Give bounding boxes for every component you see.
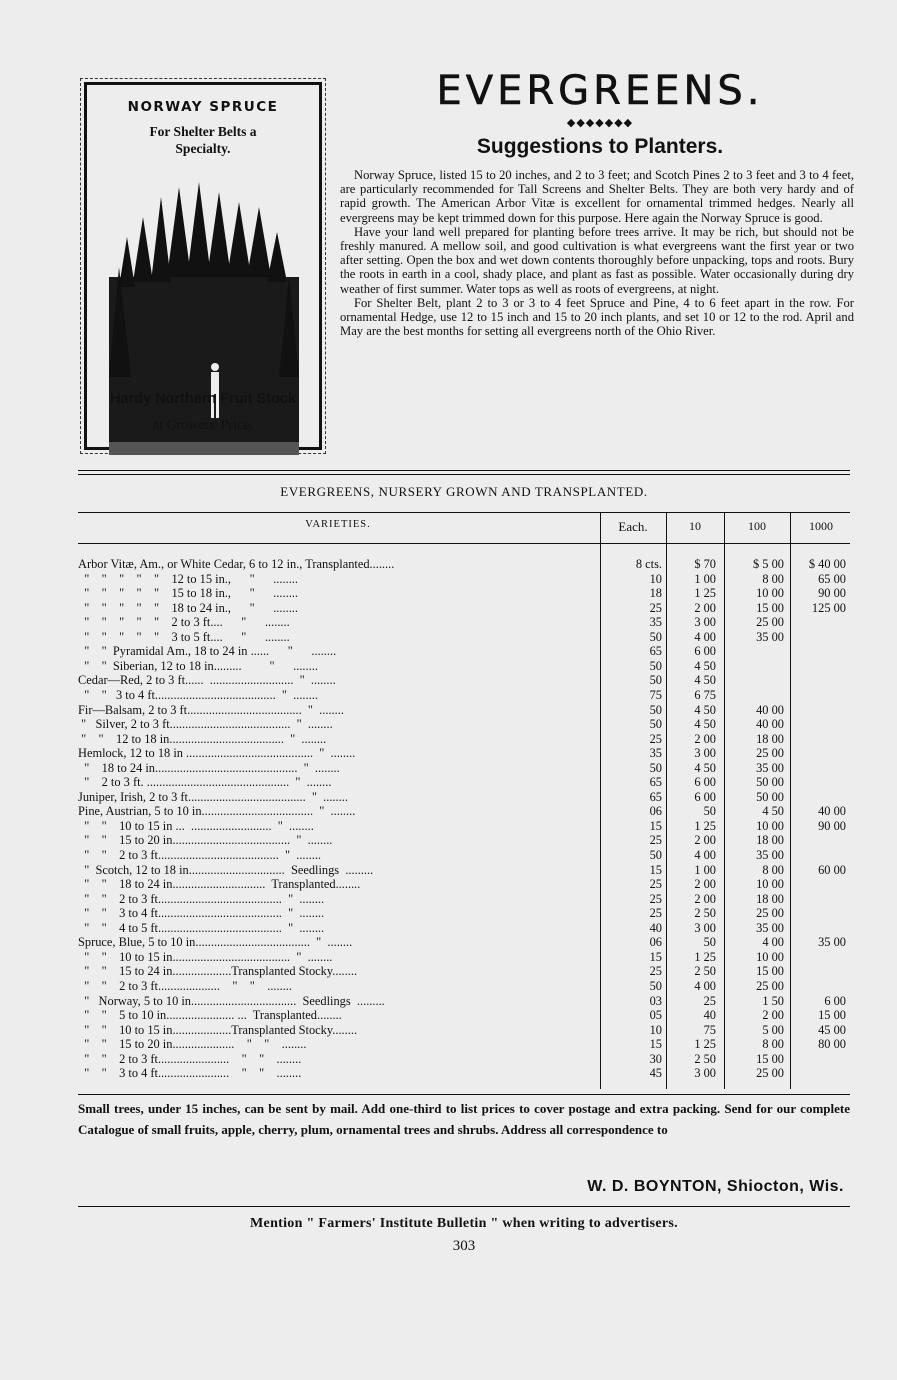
price-ten: 50 bbox=[703, 804, 716, 819]
price-ten: 6 00 bbox=[694, 775, 716, 790]
variety-name: Pine, Austrian, 5 to 10 in.................................... " ........ bbox=[78, 804, 356, 819]
price-thousand: 60 00 bbox=[818, 862, 846, 877]
variety-name: Cedar—Red, 2 to 3 ft...... ........................... " ........ bbox=[78, 673, 336, 688]
variety-name: " " Pyramidal Am., 18 to 24 in ...... " ........ bbox=[78, 644, 337, 659]
price-ten: 2 00 bbox=[694, 731, 716, 746]
variety-name: " " 4 to 5 ft........................................ " ........ bbox=[78, 920, 325, 935]
header-thousand: 1000 bbox=[809, 519, 833, 533]
price-ten: 1 00 bbox=[694, 862, 716, 877]
table-row bbox=[78, 819, 850, 834]
price-each: 25 bbox=[649, 600, 662, 615]
table-row bbox=[78, 979, 850, 994]
table-header bbox=[78, 512, 850, 542]
price-each: 25 bbox=[649, 833, 662, 848]
price-ten: 1 25 bbox=[694, 1037, 716, 1052]
price-ten: 6 75 bbox=[694, 688, 716, 702]
table-row bbox=[78, 863, 850, 878]
table-row bbox=[78, 732, 850, 747]
table-row bbox=[78, 877, 850, 892]
price-thousand: $ 40 00 bbox=[808, 557, 846, 571]
ad-subtitle-line1: For Shelter Belts a bbox=[149, 124, 257, 139]
price-ten: 2 00 bbox=[694, 833, 716, 848]
price-hundred: 8 00 bbox=[762, 571, 784, 586]
price-each: 50 bbox=[649, 658, 662, 673]
price-each: 25 bbox=[649, 964, 662, 979]
price-hundred: 15 00 bbox=[756, 1051, 784, 1066]
price-ten: 2 50 bbox=[694, 964, 716, 979]
price-each: 03 bbox=[649, 993, 662, 1008]
price-hundred: 25 00 bbox=[756, 746, 784, 761]
signature: W. D. BOYNTON, Shiocton, Wis. bbox=[587, 1178, 844, 1195]
price-ten: 2 50 bbox=[694, 906, 716, 921]
table-row bbox=[78, 659, 850, 674]
table-row bbox=[78, 1023, 850, 1038]
price-ten: 1 25 bbox=[694, 818, 716, 833]
price-hundred: 50 00 bbox=[756, 789, 784, 804]
table-row bbox=[78, 833, 850, 848]
price-hundred: 15 00 bbox=[756, 964, 784, 979]
table-row bbox=[78, 572, 850, 587]
price-each: 10 bbox=[649, 1022, 662, 1037]
price-each: 25 bbox=[649, 891, 662, 906]
variety-name: Hemlock, 12 to 18 in ......................................... " ........ bbox=[78, 746, 356, 761]
price-ten: 40 bbox=[703, 1008, 716, 1023]
price-hundred: 8 00 bbox=[762, 1037, 784, 1052]
variety-name: " " 3 to 4 ft....................... " " ........ bbox=[78, 1066, 302, 1081]
price-each: 35 bbox=[649, 615, 662, 630]
variety-name: " Scotch, 12 to 18 in............................... Seedlings ......... bbox=[78, 862, 374, 877]
table-row bbox=[78, 892, 850, 907]
price-thousand: 125 00 bbox=[811, 600, 846, 615]
ad-title: NORWAY SPRUCE bbox=[127, 99, 279, 115]
table-row bbox=[78, 1066, 850, 1081]
price-each: 15 bbox=[649, 818, 662, 833]
price-each: 25 bbox=[649, 906, 662, 921]
table-header-rule bbox=[78, 543, 850, 544]
price-ten: 1 25 bbox=[694, 586, 716, 601]
price-ten: 75 bbox=[703, 1022, 716, 1037]
variety-name: " " 15 to 20 in...................................... " ........ bbox=[78, 833, 333, 848]
table-row bbox=[78, 1008, 850, 1023]
price-ten: 2 00 bbox=[694, 600, 716, 615]
price-thousand: 40 00 bbox=[818, 804, 846, 819]
price-each: 15 bbox=[649, 949, 662, 964]
variety-name: " " Siberian, 12 to 18 in......... " ........ bbox=[78, 658, 318, 673]
variety-name: " " " " " 15 to 18 in., " ........ bbox=[78, 586, 298, 601]
variety-name: " " 5 to 10 in...................... ... Transplanted........ bbox=[78, 1008, 342, 1023]
table-row bbox=[78, 775, 850, 790]
price-ten: 2 50 bbox=[694, 1051, 716, 1066]
price-ten: 4 00 bbox=[694, 629, 716, 644]
page-subtitle: Suggestions to Planters. bbox=[476, 135, 724, 158]
price-ten: 4 50 bbox=[694, 702, 716, 717]
price-ten: 6 00 bbox=[694, 789, 716, 804]
table-row bbox=[78, 804, 850, 819]
page-title: EVERGREENS. bbox=[436, 68, 764, 114]
table-row bbox=[78, 644, 850, 659]
table-title: EVERGREENS, NURSERY GROWN AND TRANSPLANTED. bbox=[280, 484, 648, 499]
price-each: 35 bbox=[649, 746, 662, 761]
table-row bbox=[78, 586, 850, 601]
table-row bbox=[78, 950, 850, 965]
price-thousand: 35 00 bbox=[818, 935, 846, 950]
price-thousand: 15 00 bbox=[818, 1008, 846, 1023]
price-hundred: 35 00 bbox=[756, 629, 784, 644]
price-each: 15 bbox=[649, 862, 662, 877]
price-ten: 6 00 bbox=[694, 644, 716, 659]
ad-price: at Growers' Price. bbox=[152, 418, 254, 433]
price-thousand: 45 00 bbox=[818, 1022, 846, 1037]
price-thousand: 90 00 bbox=[818, 818, 846, 833]
page-number: 303 bbox=[452, 1238, 476, 1254]
price-each: 25 bbox=[649, 877, 662, 892]
price-ten: 3 00 bbox=[694, 615, 716, 630]
price-ten: 1 00 bbox=[694, 571, 716, 586]
price-each: 45 bbox=[649, 1066, 662, 1081]
table-row bbox=[78, 615, 850, 630]
table-row bbox=[78, 790, 850, 805]
header-varieties: VARIETIES. bbox=[305, 519, 371, 530]
ad-subtitle-line2: Specialty. bbox=[175, 141, 231, 156]
table-row bbox=[78, 557, 850, 572]
price-each: 8 cts. bbox=[635, 557, 662, 571]
price-hundred: 10 00 bbox=[756, 877, 784, 892]
price-ten: 4 50 bbox=[694, 760, 716, 775]
price-hundred: $ 5 00 bbox=[753, 557, 784, 571]
price-ten: 25 bbox=[703, 993, 716, 1008]
variety-name: " " 18 to 24 in.............................. Transplanted........ bbox=[78, 877, 361, 892]
price-each: 50 bbox=[649, 702, 662, 717]
price-each: 65 bbox=[649, 775, 662, 790]
price-thousand: 90 00 bbox=[818, 586, 846, 601]
price-each: 06 bbox=[649, 804, 662, 819]
variety-name: " " 3 to 4 ft....................................... " ........ bbox=[78, 688, 318, 702]
price-thousand: 6 00 bbox=[824, 993, 846, 1008]
variety-name: Juniper, Irish, 2 to 3 ft...................................... " ........ bbox=[78, 789, 348, 804]
intro-paragraph: For Shelter Belt, plant 2 to 3 or 3 to 4 feet Spruce and Pine, 4 to 6 feet apart in the row. For ornamental Hedge, use 12 to 15 inch and 15 to 20 inch plants, and set 10 or 12 to the rod. April and May are the best months for setting all evergreens north of the Ohio River. bbox=[340, 295, 854, 339]
price-each: 50 bbox=[649, 629, 662, 644]
price-ten: 3 00 bbox=[694, 1066, 716, 1081]
price-hundred: 5 00 bbox=[762, 1022, 784, 1037]
norway-spruce-ad bbox=[84, 82, 322, 450]
price-hundred: 15 00 bbox=[756, 600, 784, 615]
price-ten: 4 50 bbox=[694, 673, 716, 688]
price-ten: 2 00 bbox=[694, 891, 716, 906]
table-row bbox=[78, 994, 850, 1009]
price-hundred: 10 00 bbox=[756, 949, 784, 964]
variety-name: Arbor Vitæ, Am., or White Cedar, 6 to 12 in., Transplanted........ bbox=[78, 557, 395, 571]
price-hundred: 25 00 bbox=[756, 615, 784, 630]
table-row bbox=[78, 688, 850, 703]
price-each: 75 bbox=[649, 688, 662, 702]
price-hundred: 40 00 bbox=[756, 717, 784, 732]
price-hundred: 40 00 bbox=[756, 702, 784, 717]
price-hundred: 8 00 bbox=[762, 862, 784, 877]
table-row bbox=[78, 964, 850, 979]
price-ten: 2 00 bbox=[694, 877, 716, 892]
price-hundred: 25 00 bbox=[756, 979, 784, 993]
price-each: 30 bbox=[649, 1051, 662, 1066]
variety-name: " " 10 to 15 in...................................... " ........ bbox=[78, 949, 333, 964]
variety-name: Fir—Balsam, 2 to 3 ft..................................... " ........ bbox=[78, 702, 344, 717]
price-each: 25 bbox=[649, 731, 662, 746]
divider-top bbox=[78, 470, 850, 471]
variety-name: " " 10 to 15 in...................Transplanted Stocky........ bbox=[78, 1022, 358, 1037]
table-row bbox=[78, 921, 850, 936]
divider-top-2 bbox=[78, 474, 850, 475]
price-each: 15 bbox=[649, 1037, 662, 1052]
price-each: 50 bbox=[649, 979, 662, 993]
price-each: 50 bbox=[649, 848, 662, 862]
intro-text bbox=[340, 168, 854, 338]
variety-name: " " " " " 2 to 3 ft.... " ........ bbox=[78, 615, 290, 630]
variety-name: " " 15 to 24 in...................Transplanted Stocky........ bbox=[78, 964, 358, 979]
price-ten: 1 25 bbox=[694, 949, 716, 964]
price-each: 10 bbox=[649, 571, 662, 586]
price-hundred: 2 00 bbox=[762, 1008, 784, 1023]
price-hundred: 50 00 bbox=[756, 775, 784, 790]
price-hundred: 10 00 bbox=[756, 818, 784, 833]
price-ten: 3 00 bbox=[694, 920, 716, 935]
intro-paragraph: Have your land well prepared for planting before trees arrive. It may be rich, but should not be freshly manured. A mellow soil, and good cultivation is what evergreens want the first year or two after setting. Open the box and wet down contents thoroughly before unpacking, tops and roots. Bury the roots in earth in a cool, shady place, and plant as fast as possible. Water occasionally during dry weather of first summer. Water tops as well as roots of evergreens, at night. bbox=[340, 224, 854, 296]
table-row bbox=[78, 761, 850, 776]
variety-name: " " 2 to 3 ft....................... " " ........ bbox=[78, 1051, 302, 1066]
header-each: Each. bbox=[618, 519, 648, 534]
price-hundred: 35 00 bbox=[756, 848, 784, 862]
variety-name: " 18 to 24 in.............................................. " ........ bbox=[78, 760, 340, 775]
table-row bbox=[78, 1052, 850, 1067]
price-ten: 4 50 bbox=[694, 658, 716, 673]
price-hundred: 10 00 bbox=[756, 586, 784, 601]
variety-name: " " " " " 3 to 5 ft.... " ........ bbox=[78, 629, 290, 644]
variety-name: " " " " " 18 to 24 in., " ........ bbox=[78, 600, 298, 615]
divider-bottom bbox=[78, 1094, 850, 1095]
table-row bbox=[78, 673, 850, 688]
price-each: 06 bbox=[649, 935, 662, 950]
variety-name: " " 3 to 4 ft........................................ " ........ bbox=[78, 906, 325, 921]
price-thousand: 80 00 bbox=[818, 1037, 846, 1052]
price-thousand: 65 00 bbox=[818, 571, 846, 586]
price-hundred: 35 00 bbox=[756, 920, 784, 935]
table-row bbox=[78, 1037, 850, 1052]
price-hundred: 4 50 bbox=[762, 804, 784, 819]
variety-name: " " 10 to 15 in ... .......................... " ........ bbox=[78, 818, 314, 833]
price-hundred: 25 00 bbox=[756, 1066, 784, 1081]
table-row bbox=[78, 630, 850, 645]
price-each: 65 bbox=[649, 644, 662, 659]
table-row bbox=[78, 746, 850, 761]
variety-name: " " 2 to 3 ft........................................ " ........ bbox=[78, 891, 325, 906]
variety-name: " " " " " 12 to 15 in., " ........ bbox=[78, 571, 298, 586]
price-ten: 4 00 bbox=[694, 979, 716, 993]
price-hundred: 1 50 bbox=[762, 993, 784, 1008]
price-hundred: 18 00 bbox=[756, 891, 784, 906]
table-row bbox=[78, 935, 850, 950]
table-row bbox=[78, 848, 850, 863]
footnote: Small trees, under 15 inches, can be sent by mail. Add one-third to list prices to cover postage and extra packing. Send for our complete Catalogue of small fruits, apple, cherry, plum, ornamental trees and shrubs. Address all correspondence to bbox=[78, 1101, 850, 1137]
divider-footer bbox=[78, 1206, 850, 1207]
price-each: 50 bbox=[649, 717, 662, 732]
price-each: 65 bbox=[649, 789, 662, 804]
variety-name: " " 2 to 3 ft.................... " " ........ bbox=[78, 979, 293, 993]
price-hundred: 18 00 bbox=[756, 731, 784, 746]
diamond-ornament: ◆◆◆◆◆◆◆ bbox=[566, 117, 634, 129]
spruce-trees-illustration bbox=[109, 177, 299, 457]
price-hundred: 4 00 bbox=[762, 935, 784, 950]
price-each: 18 bbox=[649, 586, 662, 601]
variety-name: Spruce, Blue, 5 to 10 in..................................... " ........ bbox=[78, 935, 353, 950]
price-hundred: 18 00 bbox=[756, 833, 784, 848]
ad-hardy-stock: Hardy Northern Fruit Stock bbox=[109, 391, 297, 407]
price-ten: $ 70 bbox=[694, 557, 716, 571]
variety-name: " " 2 to 3 ft....................................... " ........ bbox=[78, 848, 322, 862]
table-row bbox=[78, 906, 850, 921]
variety-name: " 2 to 3 ft. .............................................. " ........ bbox=[78, 775, 332, 790]
header-hundred: 100 bbox=[748, 519, 766, 533]
price-each: 05 bbox=[649, 1008, 662, 1023]
price-hundred: 35 00 bbox=[756, 760, 784, 775]
header-ten: 10 bbox=[689, 519, 701, 533]
mention-line: Mention " Farmers' Institute Bulletin " when writing to advertisers. bbox=[250, 1216, 678, 1231]
price-each: 40 bbox=[649, 920, 662, 935]
table-row bbox=[78, 703, 850, 718]
price-each: 50 bbox=[649, 673, 662, 688]
variety-name: " " 12 to 18 in..................................... " ........ bbox=[78, 731, 327, 746]
variety-name: " Silver, 2 to 3 ft....................................... " ........ bbox=[78, 717, 333, 732]
price-ten: 3 00 bbox=[694, 746, 716, 761]
price-each: 50 bbox=[649, 760, 662, 775]
table-row bbox=[78, 717, 850, 732]
price-ten: 50 bbox=[703, 935, 716, 950]
ad-subtitle bbox=[87, 123, 319, 157]
variety-name: " " 15 to 20 in.................... " " ........ bbox=[78, 1037, 307, 1052]
intro-paragraph: Norway Spruce, listed 15 to 20 inches, and 2 to 3 feet; and Scotch Pines 2 to 3 feet and 3 to 4 feet, are particularly recommended for Tall Screens and Shelter Belts. They are both very hardy and of rapid growth. The American Arbor Vitæ is excellent for ornamental trimmed hedges. Nearly all evergreens may be kept trimmed down for this purpose. Here again the Norway Spruce is good. bbox=[340, 168, 854, 225]
price-hundred: 25 00 bbox=[756, 906, 784, 921]
variety-name: " Norway, 5 to 10 in.................................. Seedlings ......... bbox=[78, 993, 385, 1008]
price-ten: 4 00 bbox=[694, 848, 716, 862]
table-row bbox=[78, 601, 850, 616]
price-ten: 4 50 bbox=[694, 717, 716, 732]
